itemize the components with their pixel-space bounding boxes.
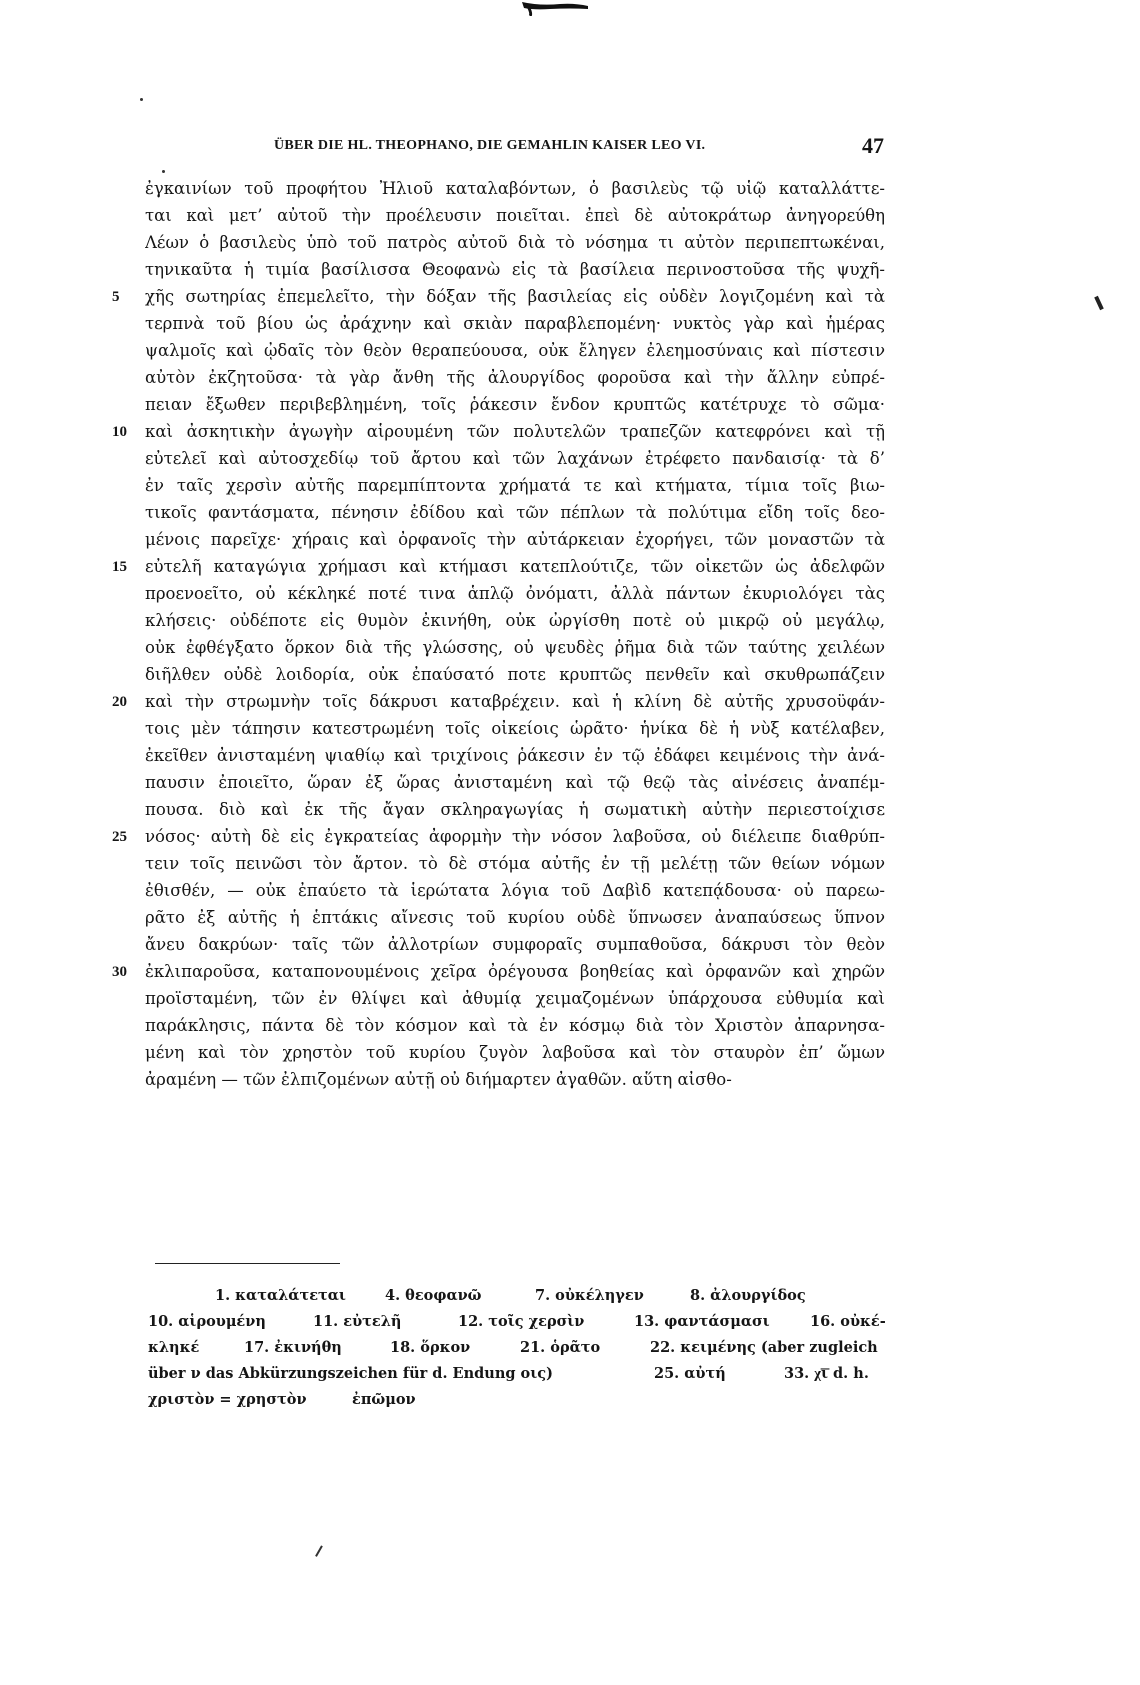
footnote: 12. τοῖς χερσὶν	[458, 1313, 585, 1330]
text-line: τικοῖς φαντάσματα, πένησιν ἐδίδου καὶ τῶν πέπλων τὰ πολύτιμα εἴδη τοῖς δεο-	[145, 503, 885, 522]
text-line: τοις μὲν τάπησιν κατεστρωμένη τοῖς οἰκείοις ὡρᾶτο· ἡνίκα δὲ ἡ νὺξ κατέλαβεν,	[145, 719, 885, 738]
footnote: χριστὸν = χρηστὸν	[148, 1391, 307, 1408]
text-line: πουσα. διὸ καὶ ἐκ τῆς ἄγαν σκληραγωγίας ἡ σωματικὴ αὐτὴν περιεστοίχισε	[145, 800, 885, 819]
text-line: ἐγκαινίων τοῦ προφήτου Ἠλιοῦ καταλαβόντων, ὁ βασιλεὺς τῷ υἱῷ καταλλάττε-	[145, 179, 885, 198]
line-number: 10	[112, 424, 127, 440]
text-line: τηνικαῦτα ἡ τιμία βασίλισσα Θεοφανὼ εἰς τὰ βασίλεια περινοστοῦσα τῆς ψυχῆ-	[145, 260, 885, 279]
text-line: ται καὶ μετ’ αὐτοῦ τὴν προέλευσιν ποιεῖται. ἐπεὶ δὲ αὐτοκράτωρ ἀνηγορεύθη	[145, 206, 885, 225]
footnote: 25. αὐτή	[654, 1365, 726, 1382]
text-line: ἀραμένη — τῶν ἐλπιζομένων αὐτῇ οὐ διήμαρτεν ἀγαθῶν. αὕτη αἰσθο-	[145, 1070, 732, 1089]
line-number: 20	[112, 694, 127, 710]
text-line: προενοεῖτο, οὐ κέκληκέ ποτέ τινα ἁπλῷ ὀνόματι, ἀλλὰ πάντων ἐκυριολόγει τὰς	[145, 584, 885, 603]
text-line: μένη καὶ τὸν χρηστὸν τοῦ κυρίου ζυγὸν λαβοῦσα καὶ τὸν σταυρὸν ἐπ’ ὤμων	[145, 1043, 885, 1062]
text-line: διῆλθεν οὐδὲ λοιδορία, οὐκ ἐπαύσατό ποτε κρυπτῶς πενθεῖν καὶ σκυθρωπάζειν	[145, 665, 885, 684]
text-line: ἐθισθέν, — οὐκ ἐπαύετο τὰ ἱερώτατα λόγια τοῦ Δαβὶδ κατεπᾴδουσα· οὐ παρεω-	[145, 881, 885, 900]
footnote: 13. φαντάσμασι	[634, 1313, 770, 1330]
footnote: 16. οὐκέ-	[810, 1313, 886, 1330]
line-number: 15	[112, 559, 127, 575]
footnote: 22. κειμένης (aber zugleich	[650, 1339, 878, 1356]
text-line: παράκλησις, πάντα δὲ τὸν κόσμον καὶ τὰ ἐν κόσμῳ διὰ τὸν Χριστὸν ἀπαρνησα-	[145, 1016, 885, 1035]
footnote: 18. ὅρκον	[390, 1339, 471, 1356]
text-line: ἐν ταῖς χερσὶν αὐτῆς παρεμπίπτοντα χρήματά τε καὶ κτήματα, τίμια τοῖς βιω-	[145, 476, 885, 495]
text-line: ἐκλιπαροῦσα, καταπονουμένοις χεῖρα ὀρέγουσα βοηθείας καὶ ὀρφανῶν καὶ χηρῶν	[145, 962, 885, 981]
text-line: τειν τοῖς πεινῶσι τὸν ἄρτον. τὸ δὲ στόμα αὐτῆς ἐν τῇ μελέτῃ τῶν θείων νόμων	[145, 854, 885, 873]
text-line: προϊσταμένη, τῶν ἐν θλίψει καὶ ἀθυμίᾳ χειμαζομένων ὑπάρχουσα εὐθυμία καὶ	[145, 989, 885, 1008]
stray-dot	[162, 170, 165, 173]
text-line: παυσιν ἐποιεῖτο, ὥραν ἐξ ὥρας ἀνισταμένη καὶ τῷ θεῷ τὰς αἰνέσεις ἀναπέμ-	[145, 773, 885, 792]
text-line: καὶ ἀσκητικὴν ἀγωγὴν αἱρουμένη τῶν πολυτελῶν τραπεζῶν κατεφρόνει καὶ τῇ	[145, 422, 885, 441]
text-line: οὐκ ἐφθέγξατο ὅρκον διὰ τῆς γλώσσης, οὐ ψευδὲς ῥῆμα διὰ τῶν ταύτης χειλέων	[145, 638, 885, 657]
text-line: εὐτελῆ καταγώγια χρήμασι καὶ κτήμασι κατεπλούτιζε, τῶν οἰκετῶν ὡς ἀδελφῶν	[145, 557, 885, 576]
footnote: 17. ἐκινήθη	[244, 1339, 342, 1356]
text-line: τερπνὰ τοῦ βίου ὡς ἀράχνην καὶ σκιὰν παραβλεπομένη· νυκτὸς γὰρ καὶ ἡμέρας	[145, 314, 885, 333]
text-line: ψαλμοῖς καὶ ᾠδαῖς τὸν θεὸν θεραπεύουσα, οὐκ ἔληγεν ἐλεημοσύναις καὶ πίστεσιν	[145, 341, 885, 360]
text-line: αὐτὸν ἐκζητοῦσα· τὰ γὰρ ἄνθη τῆς ἀλουργίδος φοροῦσα καὶ τὴν ἄλλην εὐπρέ-	[145, 368, 885, 387]
running-head: ÜBER DIE HL. THEOPHANO, DIE GEMAHLIN KAISER LEO VI.	[274, 138, 706, 153]
footnote: 33. χ͞ι d. h.	[784, 1365, 869, 1382]
text-line: πειαν ἔξωθεν περιβεβλημένη, τοῖς ῥάκεσιν ἔνδον κρυπτῶς κατέτρυχε τὸ σῶμα·	[145, 395, 885, 414]
footnote-rule	[155, 1263, 340, 1264]
line-number: 25	[112, 829, 127, 845]
footnote: 1. καταλάτεται	[215, 1287, 346, 1304]
footnote: κληκέ	[148, 1339, 200, 1356]
text-line: Λέων ὁ βασιλεὺς ὑπὸ τοῦ πατρὸς αὐτοῦ διὰ τὸ νόσημα τι αὐτὸν περιπεπτωκέναι,	[145, 233, 885, 252]
text-line: εὐτελεῖ καὶ αὐτοσχεδίῳ τοῦ ἄρτου καὶ τῶν λαχάνων ἐτρέφετο πανδαισίᾳ· τὰ δ’	[145, 449, 885, 468]
text-line: νόσος· αὐτὴ δὲ εἰς ἐγκρατείας ἀφορμὴν τὴν νόσον λαβοῦσα, οὐ διέλειπε διαθρύπ-	[145, 827, 885, 846]
footnote: über ν das Abkürzungszeichen für d. Endung οις)	[148, 1365, 553, 1382]
text-line: ρᾶτο ἐξ αὐτῆς ἡ ἑπτάκις αἴνεσις τοῦ κυρίου οὐδὲ ὕπνωσεν ἀναπαύσεως ὕπνον	[145, 908, 885, 927]
footnote: 7. οὐκέληγεν	[535, 1287, 644, 1304]
text-line: μένοις παρεῖχε· χήραις καὶ ὀρφανοῖς τὴν αὐτάρκειαν ἐχορήγει, τῶν μοναστῶν τὰ	[145, 530, 885, 549]
text-line: χῆς σωτηρίας ἐπεμελεῖτο, τὴν δόξαν τῆς βασιλείας εἰς οὐδὲν λογιζομένη καὶ τὰ	[145, 287, 885, 306]
text-line: ἐκεῖθεν ἀνισταμένη ψιαθίῳ καὶ τριχίνοις ῥάκεσιν ἐν τῷ ἐδάφει κειμένοις τὴν ἀνά-	[145, 746, 885, 765]
footnote: 8. ἀλουργίδος	[690, 1287, 806, 1304]
text-line: καὶ τὴν στρωμνὴν τοῖς δάκρυσι καταβρέχειν. καὶ ἡ κλίνη δὲ αὐτῆς χρυσοϋφάν-	[145, 692, 885, 711]
line-number: 30	[112, 964, 127, 980]
text-line: κλήσεις· οὐδέποτε εἰς θυμὸν ἐκινήθη, οὐκ ὠργίσθη ποτὲ οὐ μικρῷ οὐ μεγάλῳ,	[145, 611, 885, 630]
pen-mark	[315, 1545, 322, 1556]
stray-dot	[140, 98, 143, 101]
footnote: 21. ὁρᾶτο	[520, 1339, 601, 1356]
line-number: 5	[112, 289, 120, 305]
page-number: 47	[862, 133, 884, 158]
text-line: ἄνευ δακρύων· ταῖς τῶν ἀλλοτρίων συμφοραῖς συμπαθοῦσα, δάκρυσι τὸν θεὸν	[145, 935, 885, 954]
footnote: ἐπῶμον	[352, 1391, 416, 1408]
footnote: 4. θεοφανῶ	[385, 1287, 482, 1304]
footnote: 10. αἱρουμένη	[148, 1313, 266, 1330]
margin-mark	[1094, 296, 1104, 310]
footnote: 11. εὐτελῆ	[313, 1313, 402, 1330]
ink-blot-top	[520, 0, 590, 16]
